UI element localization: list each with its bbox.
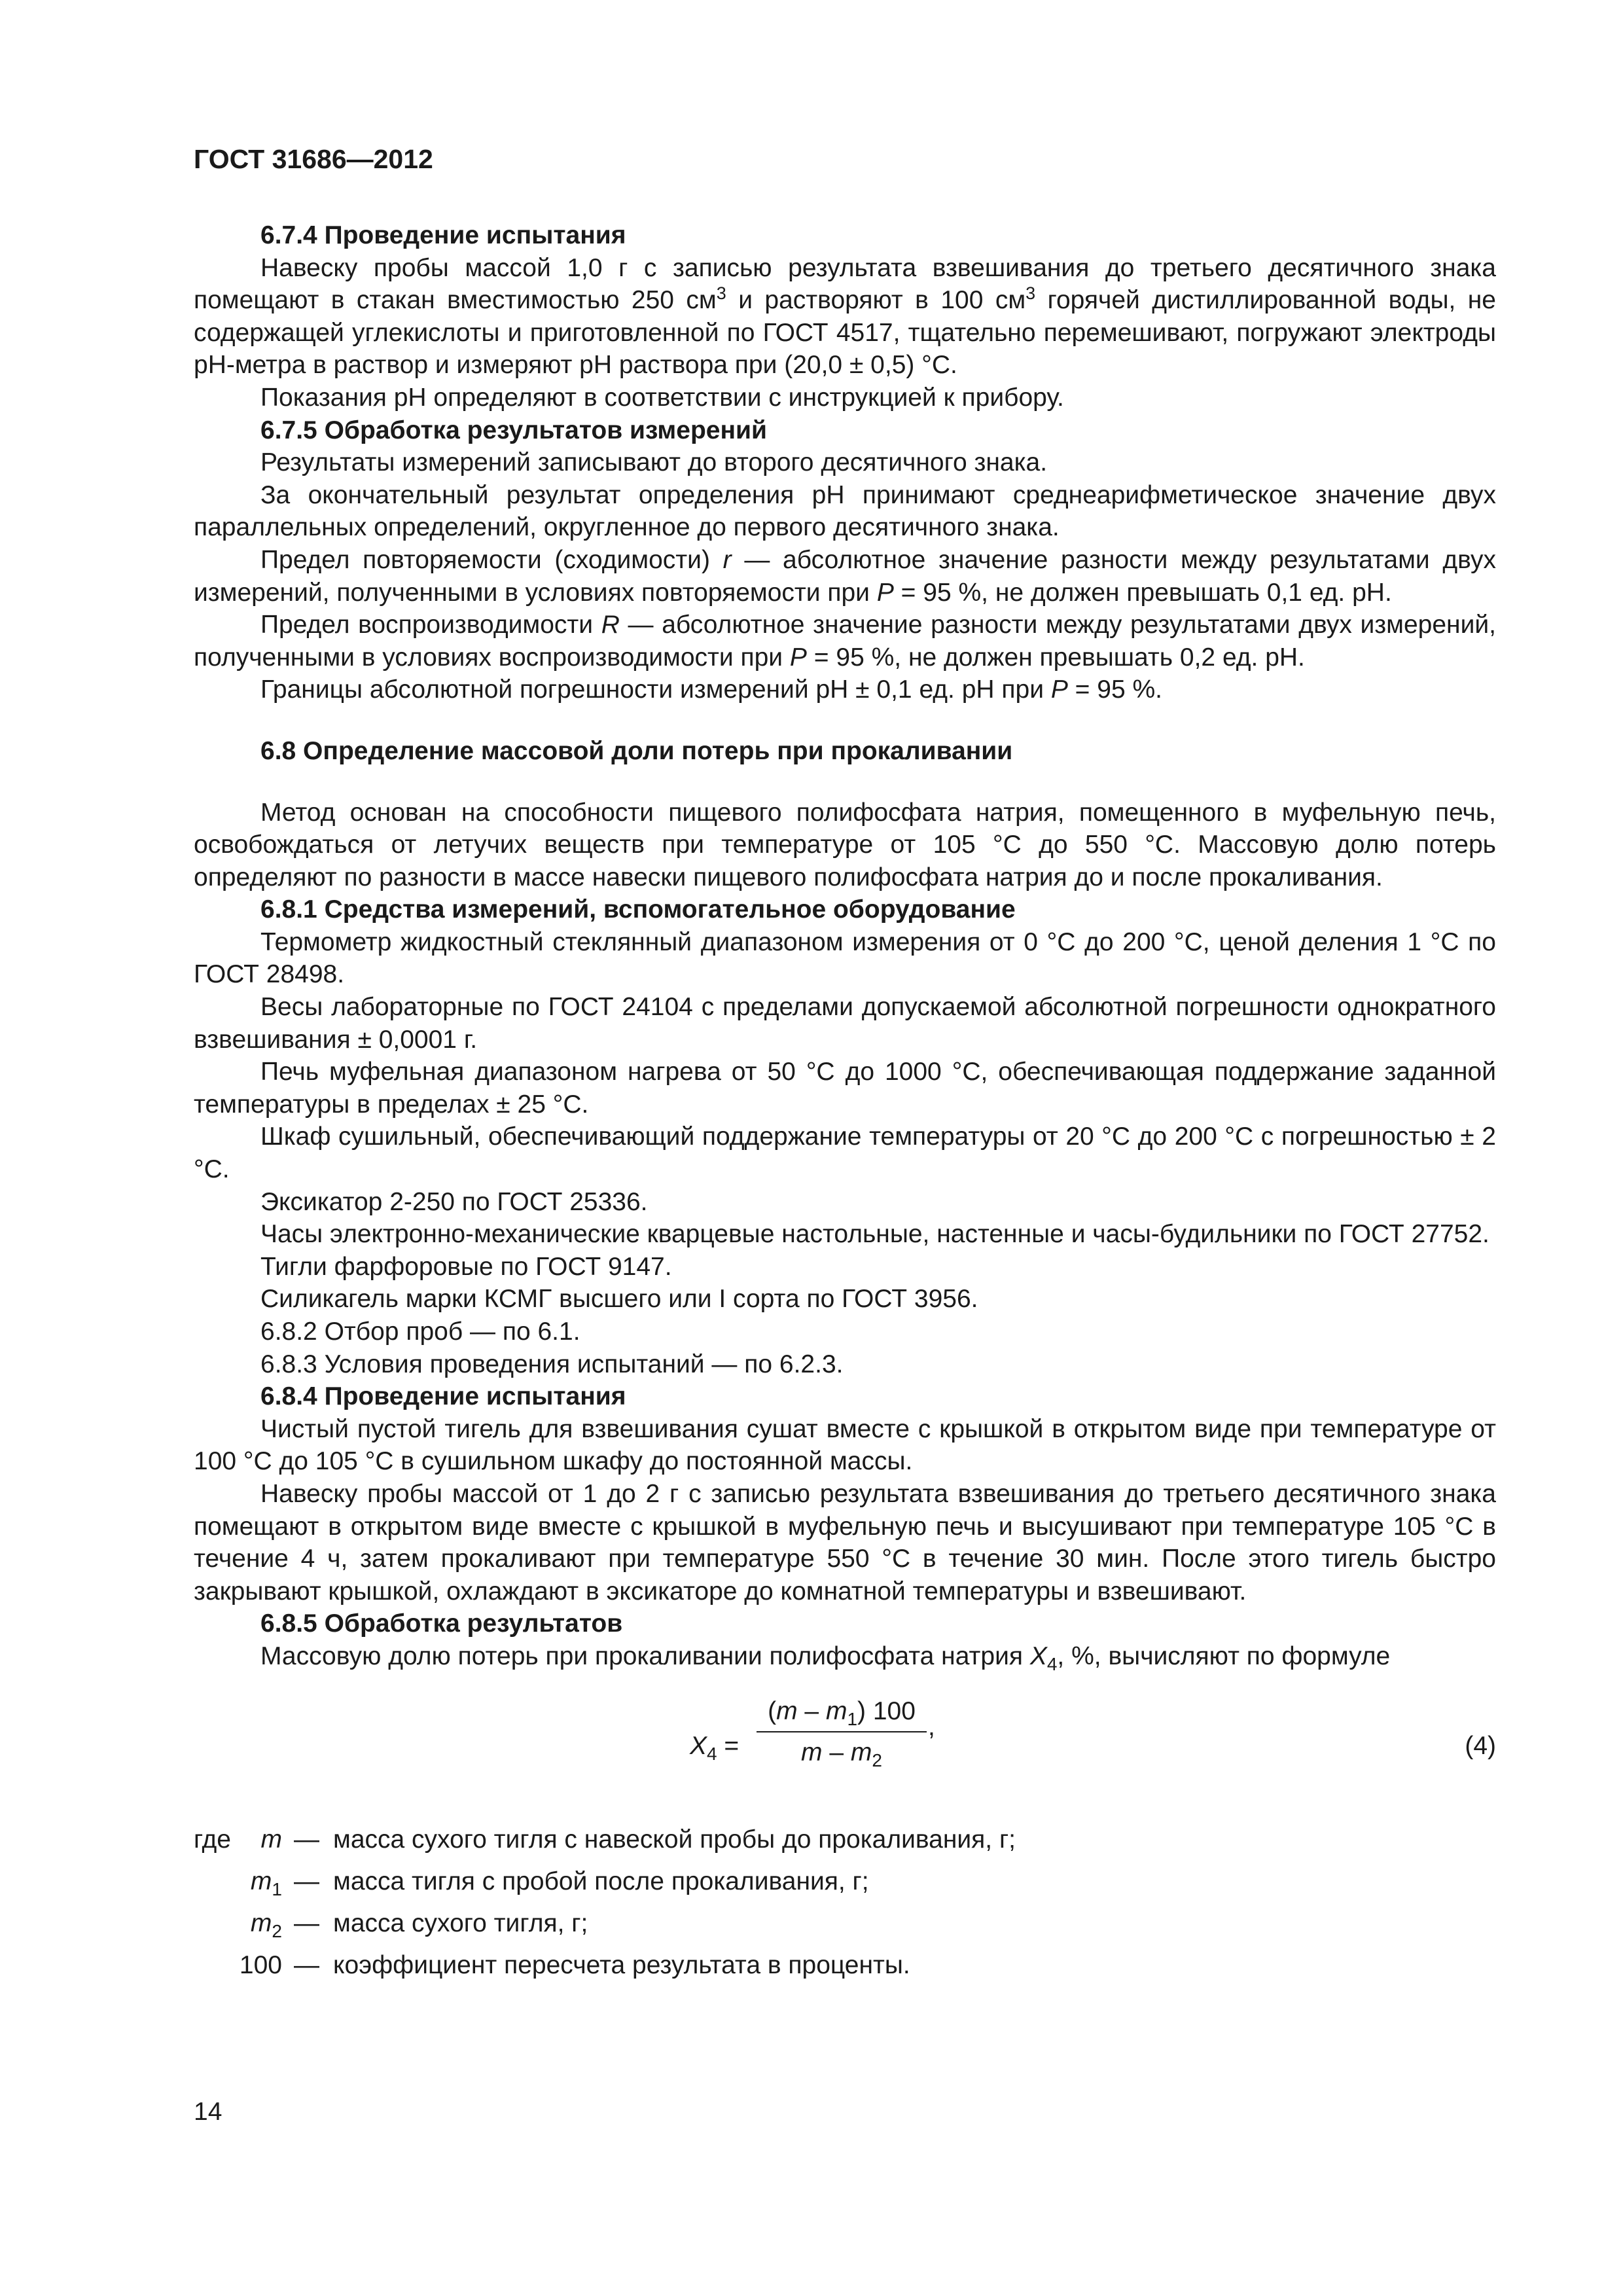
formula-number: (4) (1465, 1731, 1496, 1760)
equipment-item: Термометр жидкостный стеклянный диапазоном измерения от 0 °С до 200 °С, ценой деления 1 °С по ГОСТ 28498. (194, 927, 1496, 989)
legend-symbol: m (260, 1825, 282, 1854)
document-code-header: ГОСТ 31686—2012 (194, 144, 433, 174)
legend-dash: — (294, 1825, 319, 1854)
section-6-7-4-paragraph-2: Показания рН определяют в соответствии с инструкцией к прибору. (260, 383, 1064, 412)
formula-comma: , (928, 1712, 935, 1741)
equipment-item: Тигли фарфоровые по ГОСТ 9147. (260, 1252, 672, 1281)
section-6-8-paragraph-1: Метод основан на способности пищевого полифосфата натрия, помещенного в муфельную печь, освобождаться от летучих веществ при температуре от 105 °С до 550 °С. Массовую долю потерь определяют по разности в массе навески пищевого полифосфата натрия до и после прокаливания. (194, 798, 1496, 891)
section-6-7-4-title: 6.7.4 Проведение испытания (260, 221, 626, 249)
formula-legend (194, 1823, 1496, 1991)
legend-dash: — (294, 1950, 319, 1979)
section-6-7-5-title: 6.7.5 Обработка результатов измерений (260, 416, 767, 444)
section-6-7-4-paragraph-1: Навеску пробы массой 1,0 г с записью результата взвешивания до третьего десятичного знака помещают в стакан вместимостью 250 $см^3$ и растворяют в 100 $см^3$ горячей дистиллированной воды, не содержащей углекислоты и приготовленной по ГОСТ 4517, тщательно перемешивают, погружают электроды рН-метра в раствор и измеряют рН раствора при (20,0 ± 0,5) °С. (194, 253, 1496, 380)
legend-row (194, 1949, 1496, 1991)
fraction-bar (757, 1731, 927, 1732)
legend-row (194, 1865, 1496, 1907)
section-6-7-5-paragraph-2: За окончательный результат определения рН принимают среднеарифметическое значение двух параллельных определений, округленное до первого десятичного знака. (194, 480, 1496, 542)
legend-row (194, 1823, 1496, 1865)
section-6-8-2: 6.8.2 Отбор проб — по 6.1. (260, 1318, 580, 1346)
legend-description: масса сухого тигля, г; (333, 1909, 588, 1937)
legend-description: масса сухого тигля с навеской пробы до прокаливания, г; (333, 1825, 1016, 1854)
legend-symbol: $m_1$ (250, 1867, 282, 1899)
equipment-item: Печь муфельная диапазоном нагрева от 50 °С до 1000 °С, обеспечивающая поддержание заданной температуры в пределах ± 25 °С. (194, 1058, 1496, 1119)
section-6-8-4-paragraph-1: Чистый пустой тигель для взвешивания сушат вместе с крышкой в открытом виде при температуре от 100 °С до 105 °С в сушильном шкафу до постоянной массы. (194, 1414, 1496, 1476)
section-6-8-3: 6.8.3 Условия проведения испытаний — по 6.2.3. (260, 1350, 844, 1378)
section-6-8-1-title: 6.8.1 Средства измерений, вспомогательное оборудование (260, 895, 1016, 924)
legend-row (194, 1907, 1496, 1949)
section-6-7-5-paragraph-4: Предел воспроизводимости R — абсолютное значение разности между результатами двух измерений, полученными в условиях воспроизводимости при P = 95 %, не должен превышать 0,2 ед. рН. (194, 611, 1496, 672)
section-6-8-5-paragraph-1: Массовую долю потерь при прокаливании полифосфата натрия $X_4$, %, вычисляют по формуле (260, 1641, 1391, 1674)
section-6-7-5-paragraph-3: Предел повторяемости (сходимости) r — абсолютное значение разности между результатами двух измерений, полученными в условиях повторяемости при P = 95 %, не должен превышать 0,1 ед. рН. (194, 545, 1496, 607)
section-6-8-4-paragraph-2: Навеску пробы массой от 1 до 2 г с записью результата взвешивания до третьего десятичного знака помещают в открытом виде вместе с крышкой в муфельную печь и высушивают при температуре 105 °С в течение 4 ч, затем прокаливают при температуре 550 °С в течение 30 мин. После этого тигель быстро закрывают крышкой, охлаждают в эксикаторе до комнатной температуры и взвешивают. (194, 1479, 1496, 1605)
legend-symbol: 100 (239, 1950, 282, 1979)
formula-4 (194, 1693, 1496, 1804)
section-6-7-5-paragraph-5: Границы абсолютной погрешности измерений рН ± 0,1 ед. рН при P = 95 %. (260, 675, 1163, 704)
section-6-8-4-title: 6.8.4 Проведение испытания (260, 1382, 626, 1411)
equipment-item: Силикагель марки КСМГ высшего или I сорта по ГОСТ 3956. (260, 1285, 978, 1314)
formula-numerator: $(m - m_1)$ 100 (768, 1696, 916, 1729)
section-6-8-5-title: 6.8.5 Обработка результатов (260, 1609, 623, 1638)
equipment-item: Шкаф сушильный, обеспечивающий поддержание температуры от 20 °С до 200 °С с погрешностью ± 2 °С. (194, 1122, 1496, 1184)
section-6-8-title: 6.8 Определение массовой доли потерь при прокаливании (260, 736, 1013, 765)
legend-description: коэффициент пересчета результата в проценты. (333, 1950, 910, 1979)
legend-dash: — (294, 1867, 319, 1895)
equipment-item: Весы лабораторные по ГОСТ 24104 с пределами допускаемой абсолютной погрешности однократного взвешивания ± 0,0001 г. (194, 993, 1496, 1054)
formula-denominator: m – $m_2$ (801, 1738, 882, 1770)
equipment-item: Часы электронно-механические кварцевые настольные, настенные и часы-будильники по ГОСТ 27752. (260, 1220, 1489, 1249)
legend-dash: — (294, 1909, 319, 1937)
page-number: 14 (194, 2098, 223, 2126)
legend-description: масса тигля с пробой после прокаливания, г; (333, 1867, 869, 1895)
formula-lhs: $X_4$ = (690, 1731, 740, 1764)
section-6-7-5-paragraph-1: Результаты измерений записывают до второго десятичного знака. (260, 448, 1048, 477)
equipment-item: Эксикатор 2-250 по ГОСТ 25336. (260, 1187, 648, 1216)
legend-symbol: $m_2$ (250, 1909, 282, 1941)
legend-lead: где (194, 1825, 231, 1854)
document-body (194, 219, 1496, 1991)
formula-fraction (757, 1695, 927, 1769)
